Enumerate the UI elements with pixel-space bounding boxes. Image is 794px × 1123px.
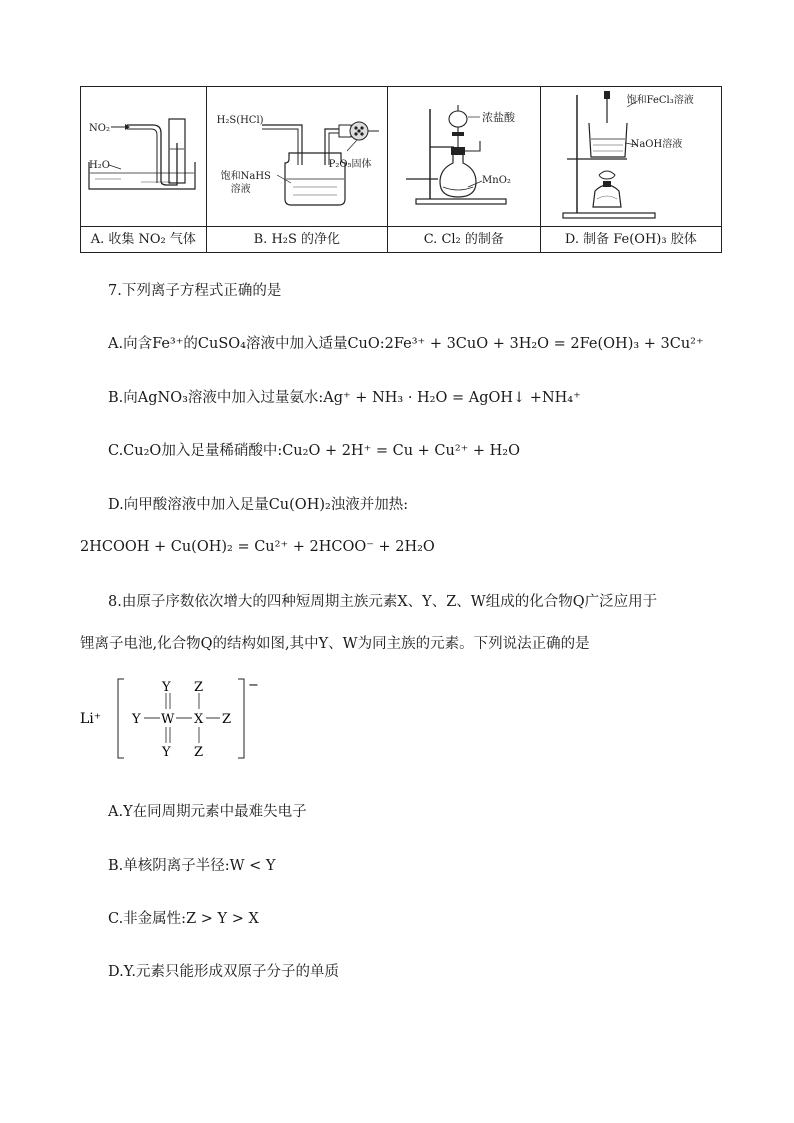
caption-a: A. 收集 NO₂ 气体: [81, 226, 206, 252]
atom-y-top: Y: [162, 680, 171, 695]
question-8-option-b: B.单核阴离子半径:W < Y: [108, 858, 276, 874]
label-fecl3: 饱和FeCl₃溶液: [626, 95, 694, 106]
structure-of-compound-q: [80, 676, 270, 762]
caption-c: C. Cl₂ 的制备: [388, 226, 540, 252]
apparatus-cell-b: [207, 87, 388, 252]
label-mno2: MnO₂: [482, 175, 511, 186]
atom-z-bottom: Z: [194, 745, 204, 760]
label-p2o5: P₂O₅固体: [328, 159, 372, 170]
apparatus-cell-c: [388, 87, 541, 252]
cl2-preparation-diagram: [388, 87, 541, 229]
caption-d: D. 制备 Fe(OH)₃ 胶体: [541, 226, 721, 252]
question-8-stem-line1: 8.由原子序数依次增大的四种短周期主族元素X、Y、Z、W组成的化合物Q广泛应用于: [108, 594, 658, 610]
question-7-option-a: A.向含Fe³⁺的CuSO₄溶液中加入适量CuO:2Fe³⁺ + 3CuO + 3H₂O = 2Fe(OH)₃ + 3Cu²⁺: [108, 336, 704, 352]
atom-y-left: Y: [132, 712, 141, 727]
question-7-option-d: D.向甲酸溶液中加入足量Cu(OH)₂浊液并加热:: [108, 497, 409, 513]
label-no2: NO₂: [89, 123, 110, 134]
question-8-option-a: A.Y在同周期元素中最难失电子: [108, 804, 307, 820]
atom-z-right: Z: [222, 712, 232, 727]
structure-diagram: [80, 676, 270, 762]
label-nahs-solution: 溶液: [230, 184, 251, 195]
no2-collection-diagram: [81, 87, 207, 229]
apparatus-table: [80, 86, 722, 253]
atom-x: X: [194, 712, 204, 727]
label-naoh: NaOH溶液: [630, 139, 683, 150]
question-7-option-b: B.向AgNO₃溶液中加入过量氨水:Ag⁺ + NH₃ · H₂O = AgOH↓ +NH₄⁺: [108, 390, 581, 406]
atom-w: W: [161, 712, 175, 727]
label-nahs: 饱和NaHS: [220, 171, 271, 182]
question-7-stem: 7.下列离子方程式正确的是: [108, 283, 282, 299]
atom-z-top: Z: [194, 680, 204, 695]
apparatus-cell-d: [541, 87, 721, 252]
fe-oh3-colloid-diagram: [541, 87, 722, 229]
caption-b: B. H₂S 的净化: [207, 226, 387, 252]
h2s-purification-diagram: [207, 87, 389, 229]
question-8-option-d: D.Y.元素只能形成双原子分子的单质: [108, 964, 340, 980]
label-conc-hcl: 浓盐酸: [482, 111, 516, 124]
label-h2s-inlet: H₂S(HCl): [216, 115, 264, 126]
question-8-option-c: C.非金属性:Z > Y > X: [108, 911, 259, 927]
ion-charge: −: [248, 678, 259, 693]
question-7-option-c: C.Cu₂O加入足量稀硝酸中:Cu₂O + 2H⁺ = Cu + Cu²⁺ + H₂O: [108, 443, 521, 459]
atom-y-bottom: Y: [162, 745, 171, 760]
question-7-option-d-equation: 2HCOOH + Cu(OH)₂ = Cu²⁺ + 2HCOO⁻ + 2H₂O: [80, 539, 435, 555]
label-h2o: H₂O: [89, 160, 110, 171]
question-8-stem-line2: 锂离子电池,化合物Q的结构如图,其中Y、W为同主族的元素。下列说法正确的是: [80, 636, 590, 652]
apparatus-cell-a: [81, 87, 207, 252]
atom-li: Li⁺: [80, 711, 102, 727]
